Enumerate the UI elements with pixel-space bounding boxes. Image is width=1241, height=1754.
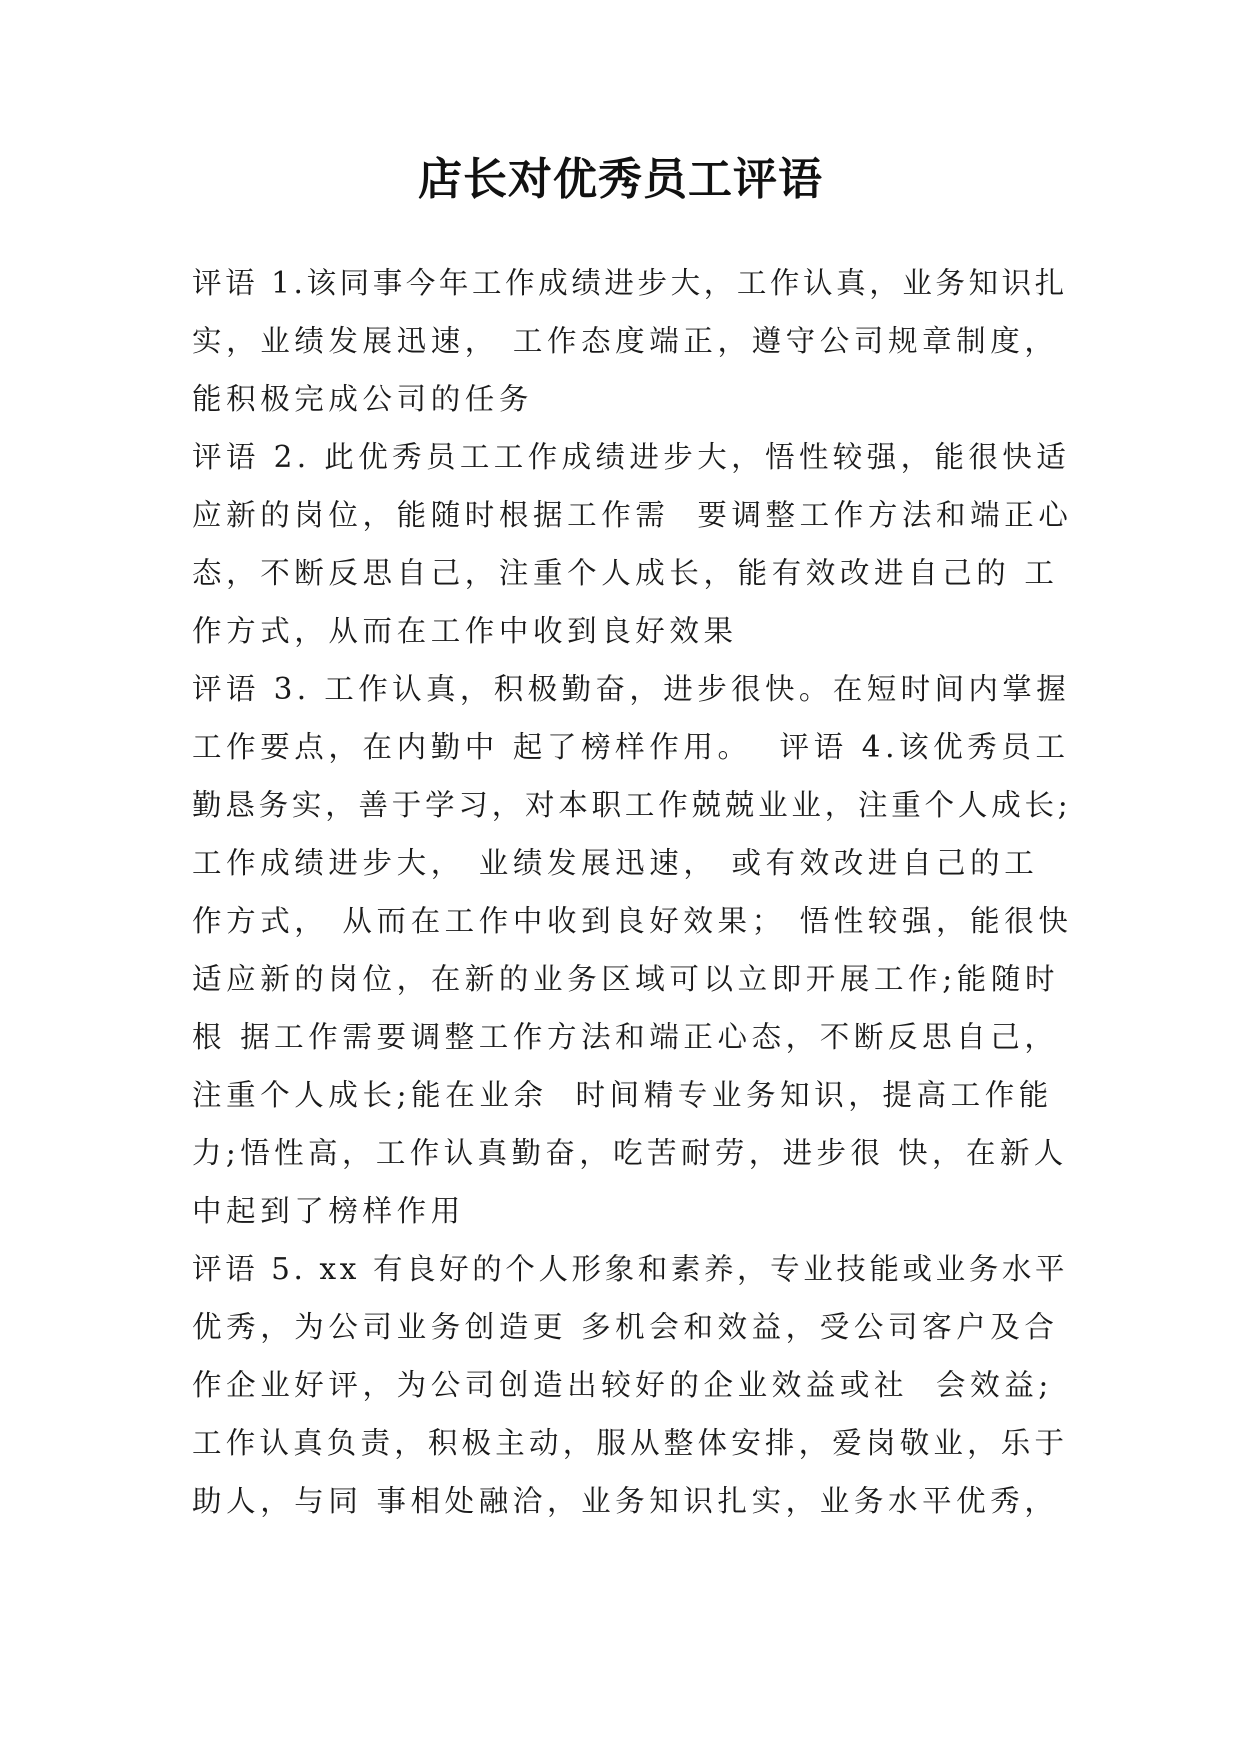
text-line: 根 据工作需要调整工作方法和端正心态，不断反思自己， [192,1020,1059,1054]
text-line: 评语 3. 工作认真，积极勤奋，进步很快。在短时间内掌握 [192,672,1071,706]
text-line: 作企业好评，为公司创造出较好的企业效益或社 会效益; [192,1368,1053,1402]
text-line: 能积极完成公司的任务 [192,382,534,416]
text-line: 态，不断反思自己，注重个人成长，能有效改进自己的 工 [192,556,1059,590]
text-line: 适应新的岗位，在新的业务区域可以立即开展工作;能随时 [192,962,1060,996]
document-body [192,254,1072,1530]
text-line: 工作成绩进步大， 业绩发展迅速， 或有效改进自己的工 [192,846,1039,880]
page-title: 店长对优秀员工评语 [418,154,823,205]
text-line: 优秀，为公司业务创造更 多机会和效益，受公司客户及合 [192,1310,1059,1344]
text-line: 评语 2. 此优秀员工工作成绩进步大，悟性较强，能很快适 [192,440,1071,474]
text-line: 助人，与同 事相处融洽，业务知识扎实，业务水平优秀， [192,1484,1059,1518]
text-line: 作方式，从而在工作中收到良好效果 [192,614,738,648]
text-line: 中起到了榜样作用 [192,1194,465,1228]
text-line: 力;悟性高，工作认真勤奋，吃苦耐劳，进步很 快，在新人 [192,1136,1068,1170]
text-line: 作方式， 从而在工作中收到良好效果； 悟性较强，能很快 [192,904,1073,938]
text-line: 注重个人成长;能在业余 时间精专业务知识，提高工作能 [192,1078,1053,1112]
text-line: 工作要点，在内勤中 起了榜样作用。 评语 4.该优秀员工 [192,730,1070,764]
text-line: 应新的岗位，能随时根据工作需 要调整工作方法和端正心 [192,498,1073,532]
text-line: 实，业绩发展迅速， 工作态度端正，遵守公司规章制度， [192,324,1059,358]
text-line: 工作认真负责，积极主动，服从整体安排，爱岗敬业，乐于 [192,1426,1069,1460]
text-line: 评语 5. xx 有良好的个人形象和素养，专业技能或业务水平 [192,1252,1069,1286]
text-line: 勤恳务实，善于学习，对本职工作兢兢业业，注重个人成长; [192,788,1072,822]
text-line: 评语 1.该同事今年工作成绩进步大，工作认真，业务知识扎 [192,266,1068,300]
